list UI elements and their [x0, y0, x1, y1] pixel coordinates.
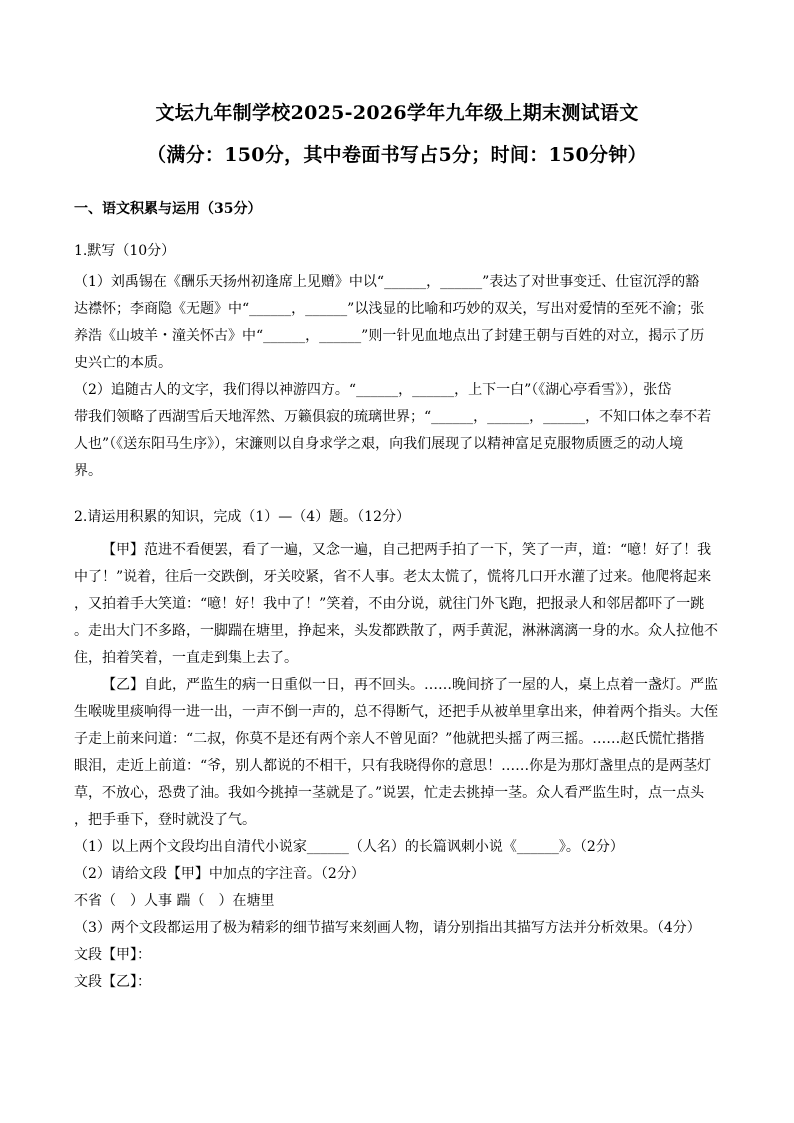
q1-p1-line-1: （1）刘禹锡在《酬乐天扬州初逢席上见赠》中以“______，______”表达了对世事变迁、仕宦沉浮的豁 — [74, 274, 700, 290]
passage-jia-line-4: 。走出大门不多路，一脚踹在塘里，挣起来，头发都跌散了，两手黄泥，淋淋漓漓一身的水。众人拉他不 — [74, 623, 718, 639]
q2-sub-question-2: （2）请给文段【甲】中加点的字注音。（2分） — [74, 866, 365, 882]
passage-yi-line-2: 生喉咙里痰响得一进一出，一声不倒一声的，总不得断气，还把手从被单里拿出来，伸着两个指头。大侄 — [74, 704, 718, 720]
passage-yi-line-1: 【乙】自此，严监生的病一日重似一日，再不回头。……晚间挤了一屋的人，桌上点着一盏灯。严监 — [102, 677, 718, 693]
passage-yi-line-5: 草，不放心，恐费了油。我如今挑掉一茎就是了。”说罢，忙走去挑掉一茎。众人看严监生时，点一点头 — [74, 785, 705, 801]
passage-jia-line-3: ，又拍着手大笑道：“噫！好！我中了！”笑着，不由分说，就往门外飞跑，把报录人和邻居都吓了一跳 — [74, 596, 705, 612]
question-1-heading: 1.默写（10分） — [74, 243, 176, 259]
passage-yi-line-4: 眼泪，走近上前道：“爷，别人都说的不相干，只有我晓得你的意思！……你是为那灯盏里点的是两茎灯 — [74, 758, 712, 774]
q2-sub-question-2-blanks: 不省（ ）人事 踹（ ）在塘里 — [74, 893, 275, 909]
q1-p2-line-4: 界。 — [74, 463, 102, 479]
q1-p1-line-3: 养浩《山坡羊・潼关怀古》中“______，______”则一针见血地点出了封建王朝与百姓的对立，揭示了历 — [74, 328, 705, 344]
question-2-heading: 2.请运用积累的知识，完成（1）—（4）题。（12分） — [74, 509, 410, 525]
q1-p1-line-4: 史兴亡的本质。 — [74, 355, 172, 371]
exam-subtitle: （满分：150分，其中卷面书写占5分；时间：150分钟） — [147, 144, 647, 166]
answer-label-yi: 文段【乙】： — [74, 974, 151, 990]
q1-p2-line-3: 人也”（《送东阳马生序》），宋濂则以自身求学之艰，向我们展现了以精神富足克服物质匮乏的动人境 — [74, 436, 684, 452]
q2-sub-question-1: （1）以上两个文段均出自清代小说家______（人名）的长篇讽刺小说《______》。（2分） — [74, 839, 624, 855]
q1-p2-line-2: 带我们领略了西湖雪后天地浑然、万籁俱寂的琉璃世界；“______，______，______，不知口体之奉不若 — [74, 409, 712, 425]
passage-jia-line-2: 中了！”说着，往后一交跌倒，牙关咬紧，省不人事。老太太慌了，慌将几口开水灌了过来。他爬将起来 — [74, 569, 712, 585]
q1-p1-line-2: 达襟怀；李商隐《无题》中“______，______”以浅显的比喻和巧妙的双关，写出对爱情的至死不渝；张 — [74, 301, 705, 317]
section-heading: 一、语文积累与运用（35分） — [74, 201, 262, 217]
answer-label-jia: 文段【甲】： — [74, 947, 151, 963]
q2-sub-question-3: （3）两个文段都运用了极为精彩的细节描写来刻画人物，请分别指出其描写方法并分析效果。（4分） — [74, 920, 701, 936]
passage-yi-line-3: 子走上前来问道：“二叔，你莫不是还有两个亲人不曾见面？”他就把头摇了两三摇。……赵氏慌忙揩揩 — [74, 731, 705, 747]
passage-jia-line-1: 【甲】范进不看便罢，看了一遍，又念一遍，自己把两手拍了一下，笑了一声，道：“噫！好了！我 — [102, 542, 712, 558]
passage-yi-line-6: ，把手垂下，登时就没了气。 — [74, 812, 256, 828]
exam-title: 文坛九年制学校2025-2026学年九年级上期末测试语文 — [155, 102, 639, 124]
passage-jia-line-5: 住，拍着笑着，一直走到集上去了。 — [74, 650, 298, 666]
q1-p2-line-1: （2）追随古人的文字，我们得以神游四方。“______，______，上下一白”（《湖心亭看雪》），张岱 — [74, 382, 672, 398]
